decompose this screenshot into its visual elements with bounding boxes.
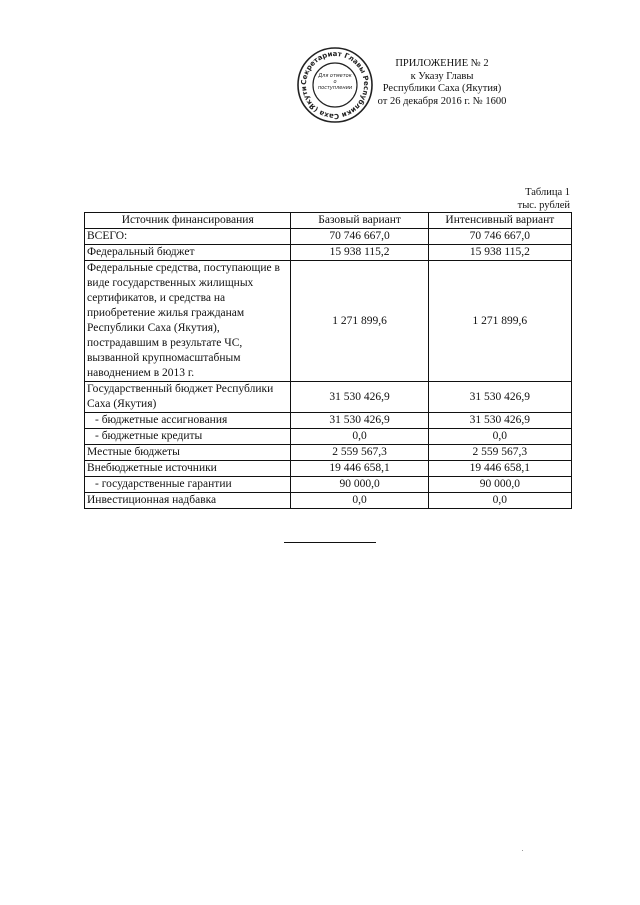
closing-rule [284,542,376,543]
table-row [85,245,572,261]
row-source: Внебюджетные источники [85,461,291,477]
row-intensive-value: 2 559 567,3 [428,445,571,461]
row-base-value: 70 746 667,0 [291,229,428,245]
column-header-intensive: Интенсивный вариант [428,213,571,229]
row-source: - бюджетные ассигнования [85,413,291,429]
table-row [85,461,572,477]
row-base-value: 1 271 899,6 [291,261,428,382]
table-row [85,493,572,509]
appendix-header [370,58,514,108]
row-source: - государственные гарантии [85,477,291,493]
row-base-value: 0,0 [291,493,428,509]
row-intensive-value: 19 446 658,1 [428,461,571,477]
stamp-center-text: Для отметок о поступлении [317,73,353,91]
page-speck [522,850,523,851]
row-intensive-value: 31 530 426,9 [428,382,571,413]
row-base-value: 15 938 115,2 [291,245,428,261]
row-intensive-value: 70 746 667,0 [428,229,571,245]
row-source: ВСЕГО: [85,229,291,245]
row-source: Федеральные средства, поступающие в виде государственных жилищных сертификатов, и средства на приобретение жилья гражданам Республики Саха (Якутия), пострадавшим в результате ЧС, вызванной крупномасштабным наводнением в 2013 г. [85,261,291,382]
table-row [85,429,572,445]
row-source: Федеральный бюджет [85,245,291,261]
row-source: Инвестиционная надбавка [85,493,291,509]
column-header-base: Базовый вариант [291,213,428,229]
row-base-value: 19 446 658,1 [291,461,428,477]
table-row [85,445,572,461]
row-base-value: 31 530 426,9 [291,382,428,413]
table-row [85,261,572,382]
table-row [85,229,572,245]
stamp-ring-text: Секретариат Главы Республики Саха (Якути [299,49,371,121]
registration-stamp [296,46,374,124]
row-base-value: 31 530 426,9 [291,413,428,429]
table-header-row [85,213,572,229]
row-source: - бюджетные кредиты [85,429,291,445]
appendix-title: ПРИЛОЖЕНИЕ № 2 [395,58,489,69]
row-source: Государственный бюджет Республики Саха (Якутия) [85,382,291,413]
row-intensive-value: 0,0 [428,493,571,509]
row-intensive-value: 15 938 115,2 [428,245,571,261]
appendix-line-3: Республики Саха (Якутия) [382,83,502,95]
table-row [85,477,572,493]
table-row [85,413,572,429]
financing-table [84,212,572,509]
row-base-value: 0,0 [291,429,428,445]
column-header-source: Источник финансирования [85,213,291,229]
table-row [85,382,572,413]
units-label: тыс. рублей [517,200,570,211]
appendix-line-4: от 26 декабря 2016 г. № 1600 [377,95,507,107]
row-intensive-value: 0,0 [428,429,571,445]
row-base-value: 90 000,0 [291,477,428,493]
row-intensive-value: 31 530 426,9 [428,413,571,429]
table-caption: Таблица 1 [525,187,570,198]
appendix-line-2: к Указу Главы [410,70,474,82]
row-base-value: 2 559 567,3 [291,445,428,461]
row-source: Местные бюджеты [85,445,291,461]
row-intensive-value: 1 271 899,6 [428,261,571,382]
row-intensive-value: 90 000,0 [428,477,571,493]
